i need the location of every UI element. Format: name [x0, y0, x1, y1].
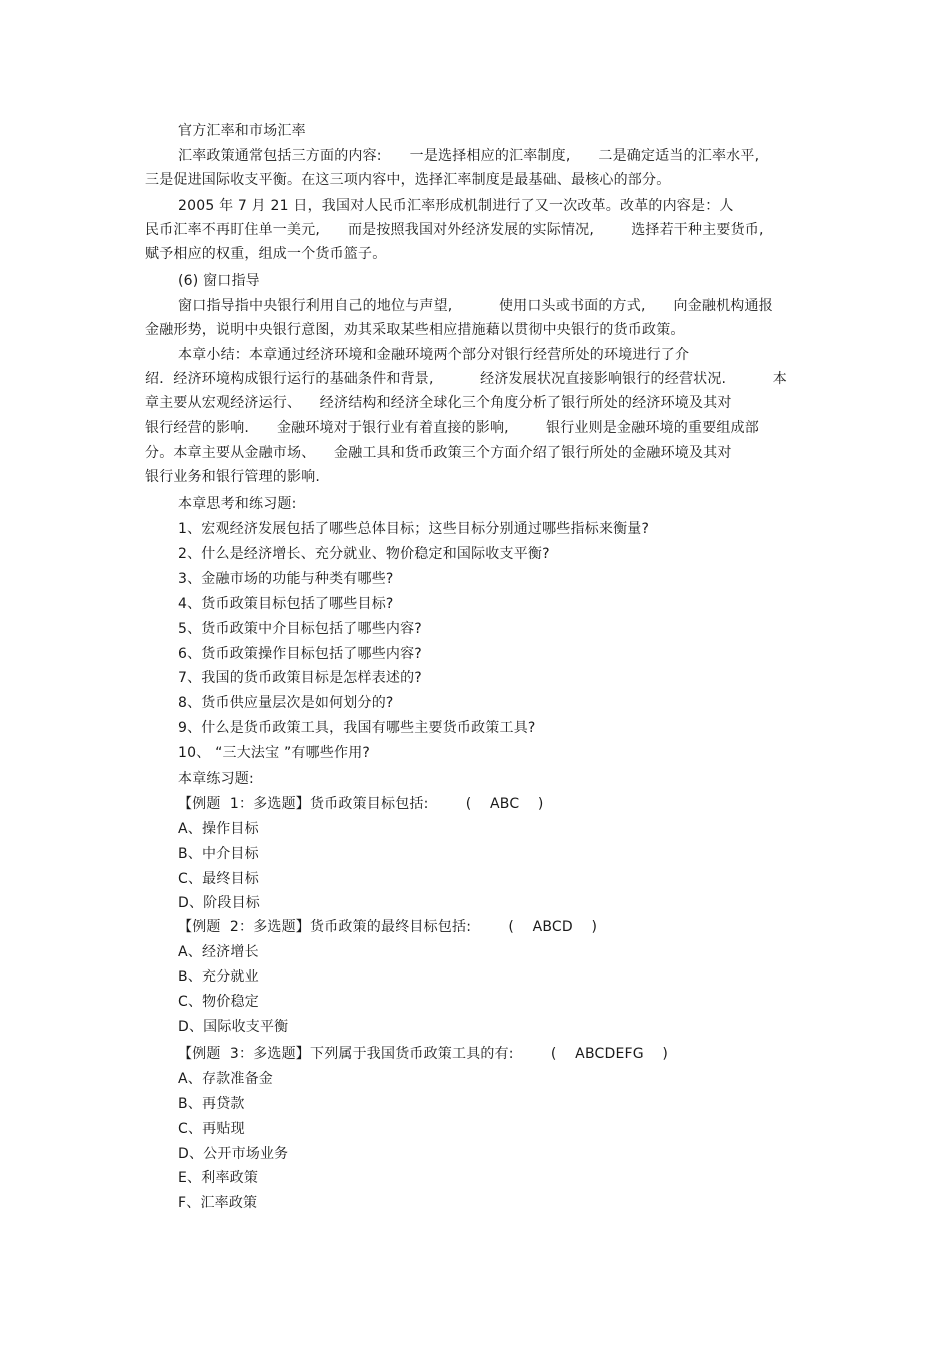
text-line: 本章小结：本章通过经济环境和金融环境两个部分对银行经营所处的环境进行了介 [178, 347, 690, 363]
text-line: 2005 年 7 月 21 日，我国对人民币汇率形成机制进行了又一次改革。改革的内容是：人 [178, 198, 734, 214]
text-line: A、经济增长 [178, 944, 259, 960]
text-line: 【例题 2：多选题】货币政策的最终目标包括: ( ABCD ) [178, 919, 598, 935]
text-line: C、物价稳定 [178, 994, 259, 1010]
text-line: 章主要从宏观经济运行、 经济结构和经济全球化三个角度分析了银行所处的经济环境及其对 [145, 395, 732, 411]
text-line: 2、什么是经济增长、充分就业、物价稳定和国际收支平衡? [178, 546, 550, 562]
text-line: B、中介目标 [178, 846, 259, 862]
text-line: D、国际收支平衡 [178, 1019, 289, 1035]
text-line: 5、货币政策中介目标包括了哪些内容? [178, 621, 422, 637]
text-line: 【例题 3：多选题】下列属于我国货币政策工具的有: ( ABCDEFG ) [178, 1046, 669, 1062]
text-line: 绍．经济环境构成银行运行的基础条件和背景, 经济发展状况直接影响银行的经营状况. 本 [145, 371, 787, 387]
text-line: 本章练习题: [178, 771, 254, 787]
text-line: 10、 “三大法宝 ”有哪些作用? [178, 745, 371, 761]
text-line: 9、什么是货币政策工具，我国有哪些主要货币政策工具? [178, 720, 536, 736]
text-line: 银行经营的影响. 金融环境对于银行业有着直接的影响, 银行业则是金融环境的重要组成部 [145, 420, 760, 436]
text-line: B、再贷款 [178, 1096, 245, 1112]
text-line: 【例题 1：多选题】货币政策目标包括: ( ABC ) [178, 796, 544, 812]
text-line: 三是促进国际收支平衡。在这三项内容中，选择汇率制度是最基础、最核心的部分。 [145, 172, 671, 188]
text-line: 分。本章主要从金融市场、 金融工具和货币政策三个方面介绍了银行所处的金融环境及其对 [145, 445, 732, 461]
text-line: C、最终目标 [178, 871, 259, 887]
text-line: 赋予相应的权重，组成一个货币篮子。 [145, 246, 387, 262]
text-line: 4、货币政策目标包括了哪些目标? [178, 596, 394, 612]
text-line: F、汇率政策 [178, 1195, 258, 1211]
text-line: 官方汇率和市场汇率 [178, 123, 306, 139]
text-line: E、利率政策 [178, 1170, 259, 1186]
text-line: 金融形势，说明中央银行意图，劝其采取某些相应措施藉以贯彻中央银行的货币政策。 [145, 322, 685, 338]
text-line: D、阶段目标 [178, 895, 260, 911]
text-line: B、充分就业 [178, 969, 259, 985]
text-line: 7、我国的货币政策目标是怎样表述的? [178, 670, 422, 686]
text-line: C、再贴现 [178, 1121, 245, 1137]
text-line: A、操作目标 [178, 821, 259, 837]
text-line: (6) 窗口指导 [178, 273, 260, 289]
text-line: 6、货币政策操作目标包括了哪些内容? [178, 646, 422, 662]
text-line: 民币汇率不再盯住单一美元, 而是按照我国对外经济发展的实际情况, 选择若干种主要货币, [145, 222, 764, 238]
text-line: 本章思考和练习题: [178, 496, 297, 512]
text-line: 3、金融市场的功能与种类有哪些? [178, 571, 394, 587]
text-line: A、存款准备金 [178, 1071, 273, 1087]
text-line: 8、货币供应量层次是如何划分的? [178, 695, 394, 711]
text-line: 汇率政策通常包括三方面的内容: 一是选择相应的汇率制度, 二是确定适当的汇率水平, [178, 148, 760, 164]
text-line: 银行业务和银行管理的影响. [145, 469, 321, 485]
text-line: 窗口指导指中央银行利用自己的地位与声望, 使用口头或书面的方式, 向金融机构通报 [178, 298, 773, 314]
text-line: 1、宏观经济发展包括了哪些总体目标；这些目标分别通过哪些指标来衡量? [178, 521, 650, 537]
text-line: D、公开市场业务 [178, 1146, 289, 1162]
